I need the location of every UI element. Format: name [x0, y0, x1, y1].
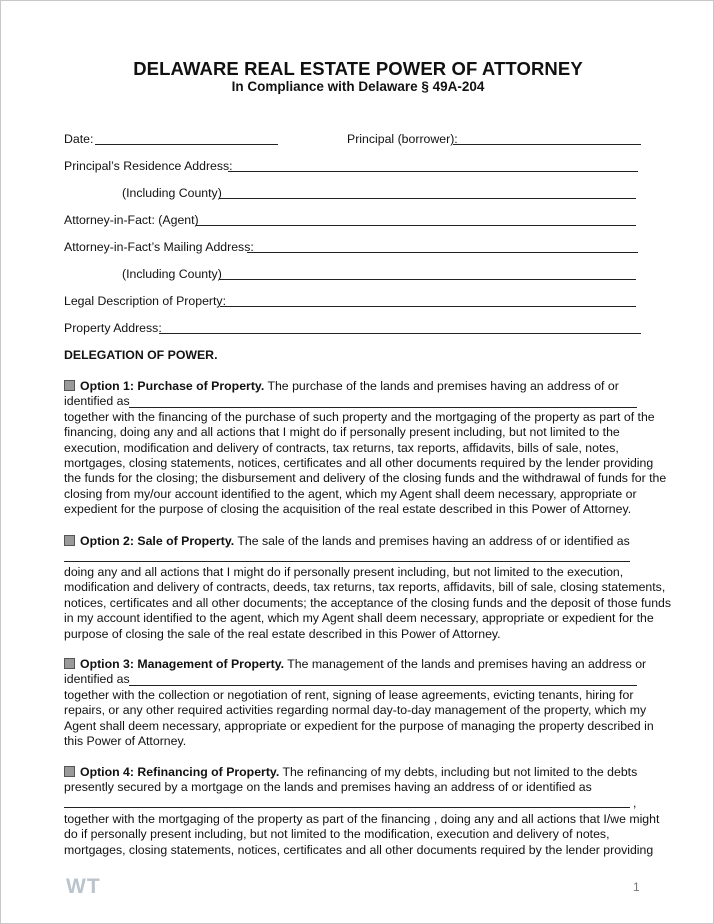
option-2-line-1: doing any and all actions that I might do if personally present including, but not limited to the execution, — [64, 565, 624, 579]
option-4-block — [64, 765, 644, 796]
option-2-block — [64, 534, 644, 549]
option-1-line-2: financing, doing any and all actions that I might do if personally present including, but not limited to the — [64, 425, 620, 440]
residence-county-label: (Including County) — [122, 186, 222, 200]
document-title: DELAWARE REAL ESTATE POWER OF ATTORNEY — [133, 58, 583, 79]
option-2-title: Option 2: Sale of Property. — [80, 534, 235, 548]
option-1-identified-field[interactable] — [129, 407, 637, 408]
option-3-identified-field[interactable] — [129, 685, 637, 686]
legal-description-field[interactable] — [220, 306, 636, 307]
option-3-lead: The management of the lands and premises having an address or — [284, 657, 647, 671]
agent-county-field[interactable] — [219, 279, 636, 280]
option-4-line-intro: presently secured by a mortgage on the lands and premises having an address of or identified as — [64, 780, 592, 795]
option-2-line-4: in my account identified to the agent, which my Agent shall deem necessary, appropriate or expedient for the — [64, 611, 654, 626]
residence-address-label: Principal’s Residence Address: — [64, 159, 233, 173]
agent-label: Attorney-in-Fact: (Agent) — [64, 213, 199, 227]
property-address-field[interactable] — [159, 333, 641, 334]
principal-label: Principal (borrower): — [347, 132, 458, 146]
option-2-identified-field[interactable] — [64, 561, 630, 562]
option-1-title: Option 1: Purchase of Property. — [80, 379, 265, 393]
residence-county-field[interactable] — [219, 198, 636, 199]
wt-logo: WT — [66, 875, 101, 898]
option-4-body — [64, 812, 660, 858]
property-address-label: Property Address: — [64, 321, 162, 335]
agent-county-label: (Including County) — [122, 267, 222, 281]
option-2-checkbox[interactable] — [64, 535, 75, 546]
option-1-identified-label: identified as — [64, 394, 130, 409]
option-3-identified-label: identified as — [64, 672, 130, 687]
page-number: 1 — [633, 880, 640, 894]
option-1-line-1: together with the financing of the purchase of such property and the mortgaging of the property as part of the — [64, 409, 655, 424]
option-1-checkbox[interactable] — [64, 380, 75, 391]
option-4-title: Option 4: Refinancing of Property. — [80, 765, 280, 779]
date-label: Date: — [64, 132, 94, 146]
residence-address-field[interactable] — [228, 171, 638, 172]
option-2-line-3: notices, certificates and all other documents; the acceptance of the closing funds and the deposit of those funds — [64, 595, 672, 610]
option-1-block — [64, 379, 667, 518]
option-4-line-1: together with the mortgaging of the property as part of the financing , doing any and all actions that I/we might — [64, 812, 660, 826]
option-1-lead: The purchase of the lands and premises having an address of or — [264, 379, 619, 393]
option-1-line-3: execution, modification and delivery of contracts, tax returns, tax reports, affidavits, bills of sale, notes, — [64, 440, 619, 455]
option-2-line-2: modification and delivery of contracts, deeds, tax returns, tax reports, affidavits, bill of sale, closing statements, — [64, 580, 666, 595]
option-3-line-2: repairs, or any other required activities regarding normal day-to-day management of the property, which my — [64, 703, 647, 718]
option-1-line-6: closing from my/our account identified to the agent, which my Agent shall deem necessary, appropriate or — [64, 486, 637, 501]
option-4-lead: The refinancing of my debts, including but not limited to the debts — [279, 765, 638, 779]
legal-description-label: Legal Description of Property: — [64, 294, 226, 308]
option-3-line-4: this Power of Attorney. — [64, 734, 187, 749]
agent-mailing-field[interactable] — [247, 252, 638, 253]
option-3-checkbox[interactable] — [64, 658, 75, 669]
agent-field[interactable] — [196, 225, 636, 226]
option-1-line-7: expedient for the purpose of closing the acquisition of the real estate described in this Power of Attorney. — [64, 502, 632, 517]
delegation-heading: DELEGATION OF POWER. — [64, 348, 218, 362]
principal-field[interactable] — [453, 144, 641, 145]
option-4-identified-field[interactable] — [64, 807, 630, 808]
option-3-block — [64, 657, 654, 749]
option-4-comma: , — [633, 796, 637, 810]
option-4-checkbox[interactable] — [64, 766, 75, 777]
option-1-line-5: the funds for the closing; the disbursement and delivery of the closing funds and the withdrawal of funds for the — [64, 471, 667, 486]
agent-mailing-label: Attorney-in-Fact’s Mailing Address: — [64, 240, 254, 254]
option-2-line-5: purpose of closing the sale of the real estate described in this Power of Attorney. — [64, 626, 501, 641]
date-field[interactable] — [95, 144, 278, 145]
option-1-line-4: mortgages, closing statements, notices, certificates and all other documents required by the lender providing — [64, 456, 654, 471]
option-3-line-1: together with the collection or negotiation of rent, signing of lease agreements, evicting tenants, hiring for — [64, 687, 634, 702]
option-2-body — [64, 565, 672, 642]
option-3-title: Option 3: Management of Property. — [80, 657, 285, 671]
document-subtitle: In Compliance with Delaware § 49A-204 — [231, 79, 485, 94]
option-4-line-2: do if personally present including, but not limited to the modification, execution and delivery of notes, — [64, 827, 610, 842]
option-4-line-3: mortgages, closing statements, notices, certificates and all other documents required by the lender providing — [64, 842, 654, 857]
option-3-line-3: Agent shall deem necessary, appropriate or expedient for the purpose of managing the property described in — [64, 718, 654, 733]
option-2-lead: The sale of the lands and premises having an address of or identified as — [234, 534, 630, 548]
